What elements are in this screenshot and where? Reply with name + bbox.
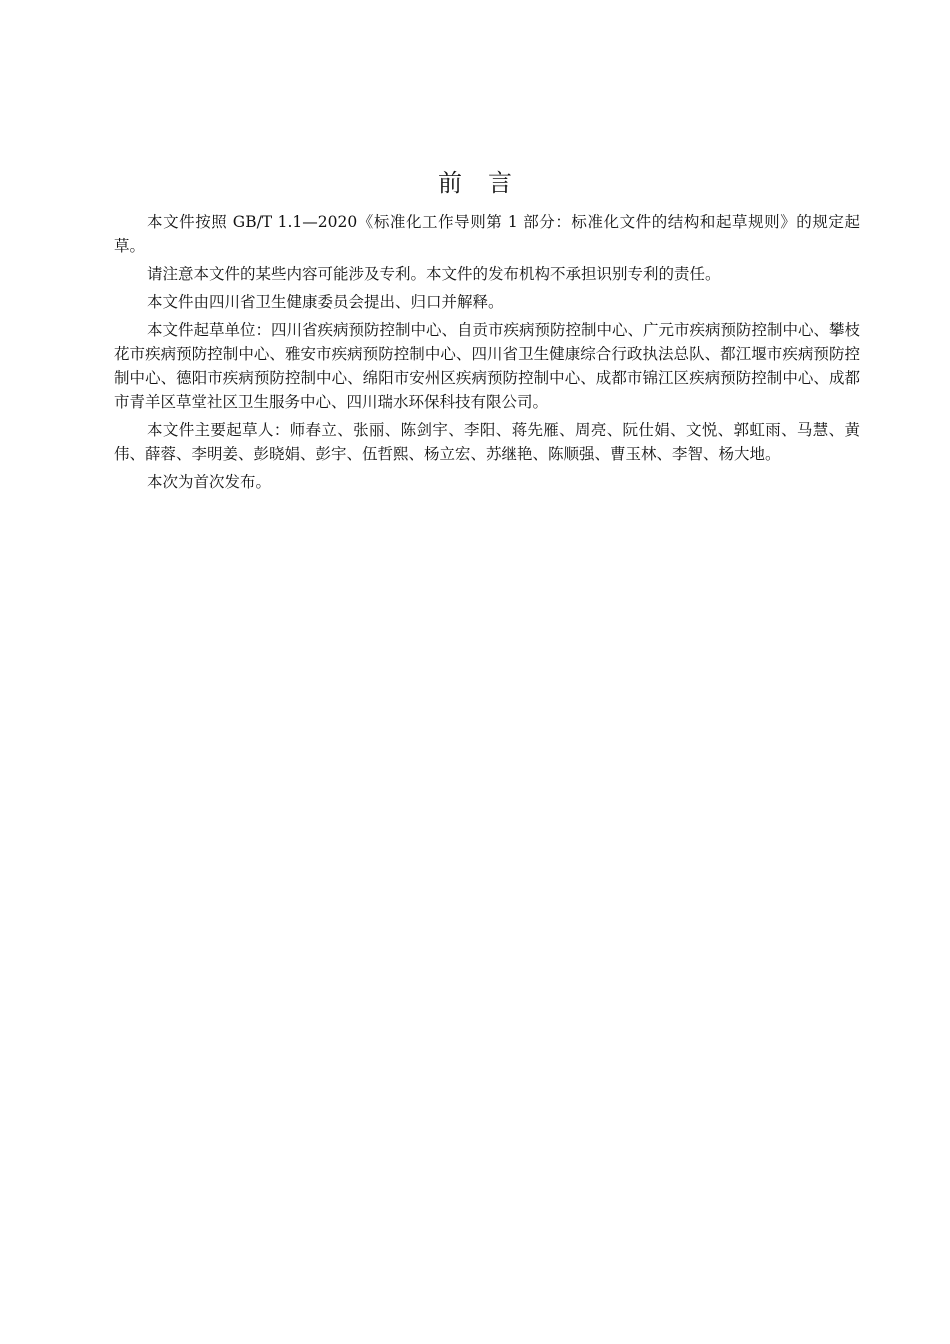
- paragraph-release-note: 本次为首次发布。: [147, 473, 272, 491]
- paragraph-proposer: 本文件由四川省卫生健康委员会提出、归口并解释。: [147, 293, 504, 311]
- paragraph-drafting-rules: 本文件按照 GB/T 1.1—2020《标准化工作导则第 1 部分：标准化文件的结构和起草规则》的规定起草。: [114, 213, 860, 255]
- paragraph-patent-notice: 请注意本文件的某些内容可能涉及专利。本文件的发布机构不承担识别专利的责任。: [147, 265, 721, 283]
- paragraph-main-drafters: 本文件主要起草人：师春立、张丽、陈剑宇、李阳、蒋先雁、周亮、阮仕娟、文悦、郭虹雨、马慧、黄伟、薛蓉、李明姜、彭晓娟、彭宇、伍哲熙、杨立宏、苏继艳、陈顺强、曹玉林、李智、杨大地。: [114, 421, 860, 463]
- paragraph-drafting-units: 本文件起草单位：四川省疾病预防控制中心、自贡市疾病预防控制中心、广元市疾病预防控制中心、攀枝花市疾病预防控制中心、雅安市疾病预防控制中心、四川省卫生健康综合行政执法总队、都江堰市疾病预防控制中心、德阳市疾病预防控制中心、绵阳市安州区疾病预防控制中心、成都市锦江区疾病预防控制中心、成都市青羊区草堂社区卫生服务中心、四川瑞水环保科技有限公司。: [114, 321, 861, 411]
- page-title: 前言: [438, 169, 538, 197]
- document-body: [114, 210, 860, 498]
